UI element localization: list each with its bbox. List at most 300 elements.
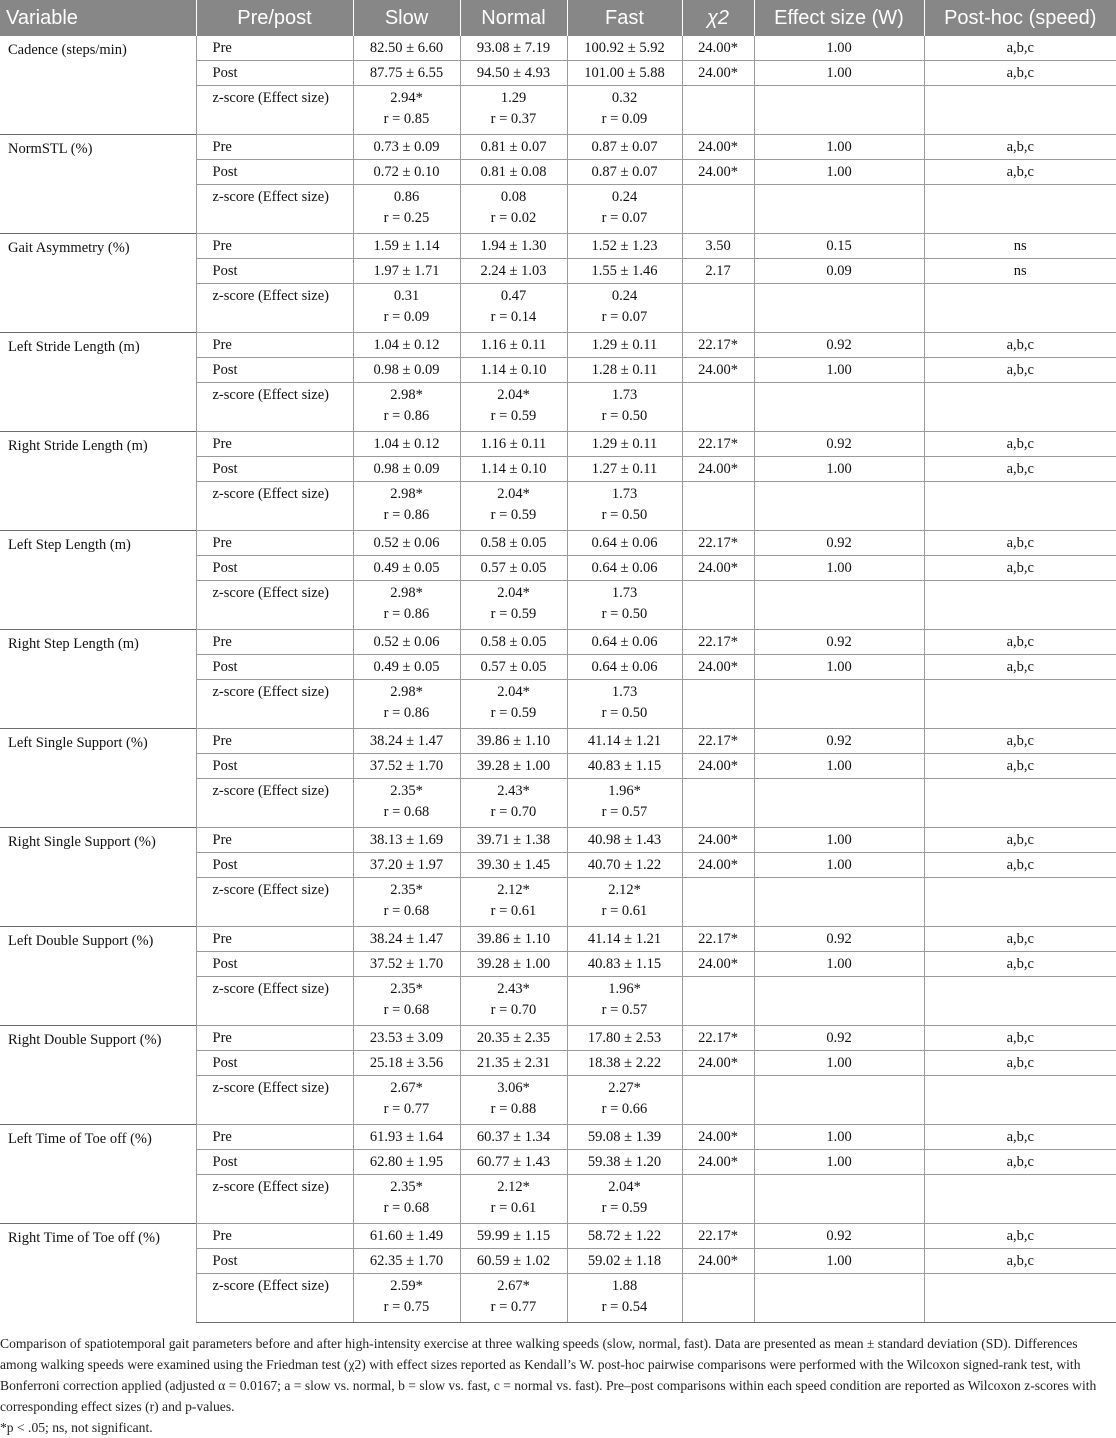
effect-r-fast-value: r = 0.50	[601, 408, 648, 424]
pre-normal-value: 1.16 ± 0.11	[460, 432, 567, 457]
zscore-slow-value: 0.86	[393, 189, 420, 205]
post-normal-value: 39.30 ± 1.45	[460, 853, 567, 878]
pre-normal-value: 0.58 ± 0.05	[460, 630, 567, 655]
effect-r-fast-value: r = 0.50	[601, 606, 648, 622]
pre-label: Pre	[196, 729, 353, 754]
zscore-label-text: z-score (Effect size)	[212, 981, 329, 997]
variable-name: Right Single Support (%)	[0, 828, 196, 927]
pre-chi2-value: 22.17*	[682, 333, 754, 358]
header-chi2	[682, 0, 754, 36]
zscore-label-text: z-score (Effect size)	[212, 585, 329, 601]
pre-normal-value: 20.35 ± 2.35	[460, 1026, 567, 1051]
post-label: Post	[196, 1150, 353, 1175]
zscore-effect-empty	[754, 1274, 924, 1323]
zscore-normal-value: 0.08	[500, 189, 527, 205]
zscore-slow-value: 2.98*	[390, 585, 423, 601]
post-fast-value: 0.64 ± 0.06	[567, 556, 682, 581]
zscore-label	[196, 1175, 353, 1224]
effect-r-slow-value: r = 0.77	[383, 1101, 430, 1117]
effect-r-normal-value: r = 0.37	[490, 111, 537, 127]
post-fast-value: 0.64 ± 0.06	[567, 655, 682, 680]
pre-slow-value: 0.73 ± 0.09	[353, 135, 460, 160]
pre-normal-value: 93.08 ± 7.19	[460, 36, 567, 61]
pre-posthoc-value: a,b,c	[924, 630, 1116, 655]
post-chi2-value: 24.00*	[682, 457, 754, 482]
zscore-label-text: z-score (Effect size)	[212, 783, 329, 799]
post-posthoc-value: a,b,c	[924, 853, 1116, 878]
effect-r-normal-value: r = 0.59	[490, 705, 537, 721]
pre-label: Pre	[196, 36, 353, 61]
post-slow-value: 87.75 ± 6.55	[353, 61, 460, 86]
post-slow-value: 0.72 ± 0.10	[353, 160, 460, 185]
header-effect-size: Effect size (W)	[754, 0, 924, 36]
zscore-slow-cell	[353, 779, 460, 828]
zscore-label	[196, 86, 353, 135]
post-posthoc-value: a,b,c	[924, 1249, 1116, 1274]
zscore-normal-cell	[460, 1274, 567, 1323]
pre-posthoc-value: a,b,c	[924, 333, 1116, 358]
zscore-fast-cell	[567, 878, 682, 927]
pre-normal-value: 39.71 ± 1.38	[460, 828, 567, 853]
zscore-fast-cell	[567, 1274, 682, 1323]
pre-fast-value: 1.29 ± 0.11	[567, 333, 682, 358]
header-chi2-symbol: χ2	[706, 6, 730, 29]
zscore-effect-empty	[754, 680, 924, 729]
zscore-effect-empty	[754, 581, 924, 630]
effect-r-normal-value: r = 0.59	[490, 408, 537, 424]
zscore-normal-value: 2.12*	[497, 1179, 530, 1195]
pre-effect-size-value: 1.00	[754, 135, 924, 160]
post-label: Post	[196, 952, 353, 977]
pre-label: Pre	[196, 531, 353, 556]
zscore-fast-value: 0.24	[611, 189, 638, 205]
zscore-normal-value: 1.29	[500, 90, 527, 106]
post-fast-value: 18.38 ± 2.22	[567, 1051, 682, 1076]
post-effect-size-value: 1.00	[754, 358, 924, 383]
post-chi2-value: 24.00*	[682, 358, 754, 383]
header-variable: Variable	[0, 0, 196, 36]
zscore-chi2-empty	[682, 482, 754, 531]
zscore-label-text: z-score (Effect size)	[212, 288, 329, 304]
pre-fast-value: 59.08 ± 1.39	[567, 1125, 682, 1150]
effect-r-fast-value: r = 0.50	[601, 705, 648, 721]
effect-r-slow-value: r = 0.68	[383, 1200, 430, 1216]
effect-r-normal-value: r = 0.70	[490, 804, 537, 820]
zscore-label	[196, 581, 353, 630]
zscore-slow-cell	[353, 581, 460, 630]
zscore-slow-cell	[353, 185, 460, 234]
zscore-normal-cell	[460, 482, 567, 531]
zscore-chi2-empty	[682, 680, 754, 729]
pre-fast-value: 0.87 ± 0.07	[567, 135, 682, 160]
effect-r-fast-value: r = 0.07	[601, 309, 648, 325]
pre-posthoc-value: a,b,c	[924, 1125, 1116, 1150]
table-row	[0, 1224, 1116, 1249]
zscore-effect-empty	[754, 1175, 924, 1224]
pre-chi2-value: 22.17*	[682, 1224, 754, 1249]
post-effect-size-value: 1.00	[754, 61, 924, 86]
table-row	[0, 828, 1116, 853]
effect-r-normal-value: r = 0.61	[490, 1200, 537, 1216]
zscore-fast-value: 1.73	[611, 387, 638, 403]
zscore-slow-cell	[353, 878, 460, 927]
zscore-fast-value: 0.24	[611, 288, 638, 304]
zscore-fast-cell	[567, 1175, 682, 1224]
zscore-slow-value: 0.31	[393, 288, 420, 304]
zscore-slow-value: 2.98*	[390, 684, 423, 700]
pre-fast-value: 58.72 ± 1.22	[567, 1224, 682, 1249]
pre-label: Pre	[196, 1125, 353, 1150]
pre-normal-value: 0.81 ± 0.07	[460, 135, 567, 160]
post-label: Post	[196, 358, 353, 383]
header-row	[0, 0, 1116, 36]
post-slow-value: 37.52 ± 1.70	[353, 754, 460, 779]
variable-name: Right Step Length (m)	[0, 630, 196, 729]
table-row	[0, 234, 1116, 259]
post-normal-value: 94.50 ± 4.93	[460, 61, 567, 86]
pre-slow-value: 0.52 ± 0.06	[353, 531, 460, 556]
variable-name: Right Time of Toe off (%)	[0, 1224, 196, 1323]
zscore-posthoc-empty	[924, 1175, 1116, 1224]
zscore-posthoc-empty	[924, 482, 1116, 531]
zscore-slow-value: 2.59*	[390, 1278, 423, 1294]
zscore-normal-value: 2.04*	[497, 684, 530, 700]
header-slow: Slow	[353, 0, 460, 36]
pre-label: Pre	[196, 234, 353, 259]
header-posthoc: Post-hoc (speed)	[924, 0, 1116, 36]
pre-fast-value: 1.52 ± 1.23	[567, 234, 682, 259]
table-row	[0, 36, 1116, 61]
post-slow-value: 62.80 ± 1.95	[353, 1150, 460, 1175]
variable-name: NormSTL (%)	[0, 135, 196, 234]
post-label: Post	[196, 556, 353, 581]
post-slow-value: 0.49 ± 0.05	[353, 556, 460, 581]
effect-r-slow-value: r = 0.86	[383, 507, 430, 523]
zscore-normal-value: 2.12*	[497, 882, 530, 898]
post-label: Post	[196, 754, 353, 779]
zscore-chi2-empty	[682, 1175, 754, 1224]
pre-chi2-value: 22.17*	[682, 1026, 754, 1051]
variable-name: Gait Asymmetry (%)	[0, 234, 196, 333]
post-normal-value: 0.81 ± 0.08	[460, 160, 567, 185]
pre-effect-size-value: 0.15	[754, 234, 924, 259]
zscore-fast-cell	[567, 383, 682, 432]
pre-slow-value: 38.24 ± 1.47	[353, 927, 460, 952]
effect-r-fast-value: r = 0.07	[601, 210, 648, 226]
zscore-slow-value: 2.35*	[390, 1179, 423, 1195]
zscore-normal-cell	[460, 284, 567, 333]
zscore-label-text: z-score (Effect size)	[212, 90, 329, 106]
zscore-posthoc-empty	[924, 977, 1116, 1026]
zscore-label	[196, 284, 353, 333]
pre-label: Pre	[196, 432, 353, 457]
zscore-fast-cell	[567, 581, 682, 630]
zscore-slow-cell	[353, 977, 460, 1026]
pre-posthoc-value: ns	[924, 234, 1116, 259]
post-effect-size-value: 1.00	[754, 160, 924, 185]
zscore-slow-value: 2.35*	[390, 882, 423, 898]
post-fast-value: 1.55 ± 1.46	[567, 259, 682, 284]
zscore-label-text: z-score (Effect size)	[212, 1179, 329, 1195]
post-label: Post	[196, 61, 353, 86]
post-label: Post	[196, 853, 353, 878]
zscore-effect-empty	[754, 779, 924, 828]
variable-name: Left Time of Toe off (%)	[0, 1125, 196, 1224]
table-header	[0, 0, 1116, 36]
zscore-label-text: z-score (Effect size)	[212, 882, 329, 898]
pre-effect-size-value: 0.92	[754, 531, 924, 556]
pre-normal-value: 0.58 ± 0.05	[460, 531, 567, 556]
pre-fast-value: 0.64 ± 0.06	[567, 630, 682, 655]
effect-r-slow-value: r = 0.75	[383, 1299, 430, 1315]
table-row	[0, 531, 1116, 556]
post-chi2-value: 24.00*	[682, 853, 754, 878]
variable-name: Right Double Support (%)	[0, 1026, 196, 1125]
pre-effect-size-value: 0.92	[754, 1224, 924, 1249]
zscore-slow-cell	[353, 284, 460, 333]
zscore-posthoc-empty	[924, 86, 1116, 135]
zscore-fast-value: 2.12*	[608, 882, 641, 898]
effect-r-slow-value: r = 0.25	[383, 210, 430, 226]
pre-slow-value: 38.13 ± 1.69	[353, 828, 460, 853]
zscore-effect-empty	[754, 284, 924, 333]
post-posthoc-value: a,b,c	[924, 754, 1116, 779]
post-slow-value: 37.52 ± 1.70	[353, 952, 460, 977]
pre-posthoc-value: a,b,c	[924, 531, 1116, 556]
post-chi2-value: 24.00*	[682, 1249, 754, 1274]
effect-r-fast-value: r = 0.54	[601, 1299, 648, 1315]
zscore-slow-value: 2.67*	[390, 1080, 423, 1096]
zscore-normal-value: 2.04*	[497, 387, 530, 403]
effect-r-slow-value: r = 0.86	[383, 705, 430, 721]
post-posthoc-value: a,b,c	[924, 61, 1116, 86]
zscore-chi2-empty	[682, 1076, 754, 1125]
zscore-normal-value: 2.04*	[497, 585, 530, 601]
zscore-normal-cell	[460, 185, 567, 234]
post-normal-value: 0.57 ± 0.05	[460, 556, 567, 581]
post-fast-value: 1.27 ± 0.11	[567, 457, 682, 482]
pre-effect-size-value: 1.00	[754, 828, 924, 853]
post-chi2-value: 24.00*	[682, 1150, 754, 1175]
pre-label: Pre	[196, 333, 353, 358]
post-label: Post	[196, 1249, 353, 1274]
pre-label: Pre	[196, 1026, 353, 1051]
post-effect-size-value: 1.00	[754, 1249, 924, 1274]
zscore-fast-cell	[567, 284, 682, 333]
zscore-slow-cell	[353, 1274, 460, 1323]
post-slow-value: 1.97 ± 1.71	[353, 259, 460, 284]
zscore-normal-value: 2.43*	[497, 783, 530, 799]
table-row	[0, 135, 1116, 160]
post-fast-value: 59.02 ± 1.18	[567, 1249, 682, 1274]
pre-posthoc-value: a,b,c	[924, 135, 1116, 160]
variable-name: Left Step Length (m)	[0, 531, 196, 630]
post-fast-value: 40.83 ± 1.15	[567, 952, 682, 977]
post-normal-value: 0.57 ± 0.05	[460, 655, 567, 680]
effect-r-normal-value: r = 0.61	[490, 903, 537, 919]
zscore-label-text: z-score (Effect size)	[212, 486, 329, 502]
effect-r-normal-value: r = 0.14	[490, 309, 537, 325]
post-slow-value: 25.18 ± 3.56	[353, 1051, 460, 1076]
pre-chi2-value: 24.00*	[682, 828, 754, 853]
zscore-posthoc-empty	[924, 284, 1116, 333]
pre-posthoc-value: a,b,c	[924, 1026, 1116, 1051]
pre-fast-value: 1.29 ± 0.11	[567, 432, 682, 457]
pre-slow-value: 1.04 ± 0.12	[353, 333, 460, 358]
pre-chi2-value: 22.17*	[682, 729, 754, 754]
zscore-fast-value: 0.32	[611, 90, 638, 106]
zscore-chi2-empty	[682, 878, 754, 927]
zscore-slow-cell	[353, 680, 460, 729]
pre-normal-value: 1.16 ± 0.11	[460, 333, 567, 358]
zscore-posthoc-empty	[924, 878, 1116, 927]
zscore-slow-value: 2.98*	[390, 387, 423, 403]
variable-name: Left Stride Length (m)	[0, 333, 196, 432]
pre-chi2-value: 24.00*	[682, 36, 754, 61]
pre-normal-value: 60.37 ± 1.34	[460, 1125, 567, 1150]
variable-name: Right Stride Length (m)	[0, 432, 196, 531]
zscore-fast-cell	[567, 86, 682, 135]
pre-effect-size-value: 0.92	[754, 927, 924, 952]
post-fast-value: 101.00 ± 5.88	[567, 61, 682, 86]
zscore-normal-value: 3.06*	[497, 1080, 530, 1096]
zscore-effect-empty	[754, 878, 924, 927]
pre-chi2-value: 22.17*	[682, 927, 754, 952]
pre-normal-value: 39.86 ± 1.10	[460, 927, 567, 952]
zscore-label-text: z-score (Effect size)	[212, 684, 329, 700]
pre-label: Pre	[196, 135, 353, 160]
post-label: Post	[196, 259, 353, 284]
zscore-slow-cell	[353, 86, 460, 135]
zscore-fast-cell	[567, 482, 682, 531]
pre-chi2-value: 24.00*	[682, 135, 754, 160]
pre-label: Pre	[196, 1224, 353, 1249]
table-row	[0, 729, 1116, 754]
post-fast-value: 40.83 ± 1.15	[567, 754, 682, 779]
zscore-slow-value: 2.35*	[390, 783, 423, 799]
table-row	[0, 630, 1116, 655]
post-chi2-value: 24.00*	[682, 655, 754, 680]
effect-r-slow-value: r = 0.68	[383, 903, 430, 919]
zscore-label	[196, 185, 353, 234]
post-chi2-value: 24.00*	[682, 61, 754, 86]
post-label: Post	[196, 160, 353, 185]
post-effect-size-value: 1.00	[754, 457, 924, 482]
zscore-fast-cell	[567, 1076, 682, 1125]
post-slow-value: 62.35 ± 1.70	[353, 1249, 460, 1274]
pre-posthoc-value: a,b,c	[924, 1224, 1116, 1249]
zscore-normal-cell	[460, 1175, 567, 1224]
post-normal-value: 1.14 ± 0.10	[460, 358, 567, 383]
post-slow-value: 0.49 ± 0.05	[353, 655, 460, 680]
footnote-caption: Comparison of spatiotemporal gait parameters before and after high-intensity exercise at three walking speeds (slow, normal, fast). Data are presented as mean ± standard deviation (SD). Differences among walking speeds were examined using the Friedman test (χ2) with effect sizes reported as Kendall’s W. post-hoc pairwise comparisons were performed with the Wilcoxon signed-rank test, with Bonferroni correction applied (adjusted α = 0.0167; a = slow vs. normal, b = slow vs. fast, c = normal vs. fast). Pre–post comparisons within each speed condition are reported as Wilcoxon z-scores with corresponding effect sizes (r) and p-values.	[0, 1336, 1097, 1414]
zscore-slow-cell	[353, 482, 460, 531]
pre-fast-value: 41.14 ± 1.21	[567, 729, 682, 754]
pre-fast-value: 40.98 ± 1.43	[567, 828, 682, 853]
zscore-chi2-empty	[682, 581, 754, 630]
effect-r-slow-value: r = 0.85	[383, 111, 430, 127]
post-posthoc-value: a,b,c	[924, 1150, 1116, 1175]
effect-r-fast-value: r = 0.50	[601, 507, 648, 523]
zscore-label	[196, 383, 353, 432]
pre-effect-size-value: 0.92	[754, 432, 924, 457]
zscore-posthoc-empty	[924, 581, 1116, 630]
effect-r-fast-value: r = 0.66	[601, 1101, 648, 1117]
post-chi2-value: 24.00*	[682, 556, 754, 581]
zscore-fast-value: 1.96*	[608, 783, 641, 799]
zscore-chi2-empty	[682, 1274, 754, 1323]
zscore-fast-value: 1.88	[611, 1278, 638, 1294]
table-row	[0, 333, 1116, 358]
post-chi2-value: 24.00*	[682, 160, 754, 185]
zscore-normal-cell	[460, 878, 567, 927]
zscore-posthoc-empty	[924, 1274, 1116, 1323]
zscore-slow-value: 2.98*	[390, 486, 423, 502]
effect-r-normal-value: r = 0.59	[490, 606, 537, 622]
post-effect-size-value: 1.00	[754, 655, 924, 680]
zscore-slow-value: 2.94*	[390, 90, 423, 106]
effect-r-normal-value: r = 0.59	[490, 507, 537, 523]
zscore-chi2-empty	[682, 185, 754, 234]
zscore-posthoc-empty	[924, 185, 1116, 234]
zscore-chi2-empty	[682, 284, 754, 333]
post-posthoc-value: a,b,c	[924, 556, 1116, 581]
zscore-chi2-empty	[682, 86, 754, 135]
zscore-effect-empty	[754, 185, 924, 234]
post-posthoc-value: a,b,c	[924, 655, 1116, 680]
pre-posthoc-value: a,b,c	[924, 927, 1116, 952]
zscore-normal-cell	[460, 779, 567, 828]
pre-normal-value: 1.94 ± 1.30	[460, 234, 567, 259]
table-row	[0, 1125, 1116, 1150]
pre-slow-value: 1.04 ± 0.12	[353, 432, 460, 457]
post-effect-size-value: 1.00	[754, 853, 924, 878]
post-normal-value: 1.14 ± 0.10	[460, 457, 567, 482]
effect-r-normal-value: r = 0.77	[490, 1299, 537, 1315]
post-slow-value: 0.98 ± 0.09	[353, 358, 460, 383]
pre-chi2-value: 22.17*	[682, 531, 754, 556]
pre-fast-value: 100.92 ± 5.92	[567, 36, 682, 61]
pre-effect-size-value: 0.92	[754, 729, 924, 754]
post-effect-size-value: 1.00	[754, 952, 924, 977]
pre-fast-value: 41.14 ± 1.21	[567, 927, 682, 952]
zscore-normal-value: 2.43*	[497, 981, 530, 997]
pre-posthoc-value: a,b,c	[924, 828, 1116, 853]
pre-normal-value: 59.99 ± 1.15	[460, 1224, 567, 1249]
post-effect-size-value: 0.09	[754, 259, 924, 284]
post-label: Post	[196, 655, 353, 680]
pre-chi2-value: 22.17*	[682, 432, 754, 457]
zscore-effect-empty	[754, 482, 924, 531]
zscore-label	[196, 878, 353, 927]
zscore-effect-empty	[754, 86, 924, 135]
effect-r-fast-value: r = 0.09	[601, 111, 648, 127]
zscore-normal-cell	[460, 383, 567, 432]
post-posthoc-value: a,b,c	[924, 457, 1116, 482]
zscore-effect-empty	[754, 977, 924, 1026]
header-fast: Fast	[567, 0, 682, 36]
zscore-label	[196, 680, 353, 729]
post-normal-value: 60.77 ± 1.43	[460, 1150, 567, 1175]
pre-fast-value: 0.64 ± 0.06	[567, 531, 682, 556]
table-row	[0, 432, 1116, 457]
post-label: Post	[196, 1051, 353, 1076]
pre-effect-size-value: 0.92	[754, 630, 924, 655]
pre-chi2-value: 24.00*	[682, 1125, 754, 1150]
header-normal: Normal	[460, 0, 567, 36]
pre-effect-size-value: 0.92	[754, 1026, 924, 1051]
zscore-effect-empty	[754, 383, 924, 432]
